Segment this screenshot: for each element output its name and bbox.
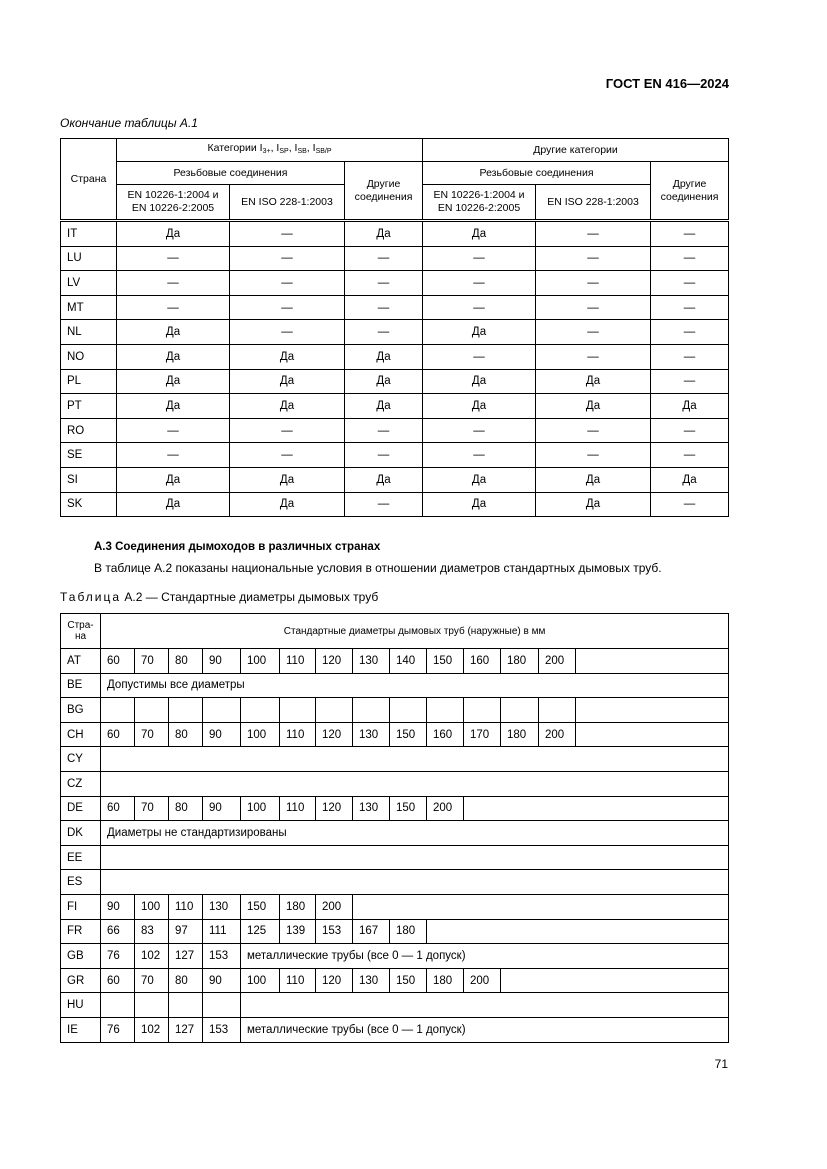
diameter-cell: 80	[169, 722, 203, 747]
country-cell: BG	[61, 698, 101, 723]
value-cell: —	[230, 246, 345, 271]
table-row	[61, 771, 729, 796]
diameter-cell: 110	[280, 796, 316, 821]
country-cell: RO	[61, 418, 117, 443]
diameter-cell	[203, 993, 241, 1018]
tail-note-cell: металлические трубы (все 0 — 1 допуск)	[241, 1017, 729, 1042]
diameter-cell: 90	[203, 722, 241, 747]
table-row	[61, 845, 729, 870]
diameter-cell: 130	[353, 722, 390, 747]
diameter-cell: 70	[135, 722, 169, 747]
value-cell: Да	[117, 467, 230, 492]
country-cell: FI	[61, 894, 101, 919]
std-en-header-2: EN 10226-1:2004 и EN 10226-2:2005	[423, 185, 536, 221]
diameter-cell: 127	[169, 1017, 203, 1042]
value-cell: Да	[117, 369, 230, 394]
country-cell: ES	[61, 870, 101, 895]
value-cell: Да	[230, 394, 345, 419]
value-cell: —	[651, 320, 729, 345]
diameter-cell: 76	[101, 944, 135, 969]
table-row	[61, 722, 729, 747]
country-cell: GR	[61, 968, 101, 993]
country-cell: DE	[61, 796, 101, 821]
value-cell: —	[651, 418, 729, 443]
value-cell: —	[117, 271, 230, 296]
diameter-cell: 110	[280, 649, 316, 674]
threaded-header-1: Резьбовые соединения	[117, 162, 345, 185]
diameter-cell: 110	[169, 894, 203, 919]
value-cell: —	[536, 320, 651, 345]
diameter-cell: 180	[280, 894, 316, 919]
diameter-cell: 70	[135, 968, 169, 993]
diameter-cell: 97	[169, 919, 203, 944]
value-cell: Да	[423, 467, 536, 492]
diameter-cell	[169, 698, 203, 723]
value-cell: Да	[423, 394, 536, 419]
value-cell: —	[230, 443, 345, 468]
diameter-cell	[353, 698, 390, 723]
empty-cell	[464, 796, 729, 821]
value-cell: Да	[230, 492, 345, 517]
table-row	[61, 369, 729, 394]
value-cell: —	[651, 246, 729, 271]
group-header-categories: Категории $I_{3+}$, $I_{SP}$, $I_{SB}$, $I_{SB/P}$	[117, 139, 423, 162]
value-cell: —	[345, 492, 423, 517]
table-row	[61, 295, 729, 320]
country-cell: DK	[61, 821, 101, 846]
diameter-cell	[101, 993, 135, 1018]
table-row	[61, 821, 729, 846]
country-cell: AT	[61, 649, 101, 674]
diameter-cell: 60	[101, 722, 135, 747]
diameter-cell: 200	[464, 968, 501, 993]
table-row	[61, 870, 729, 895]
table-row	[61, 344, 729, 369]
diameter-cell: 170	[464, 722, 501, 747]
value-cell: Да	[345, 394, 423, 419]
diameter-cell: 153	[316, 919, 353, 944]
value-cell: —	[651, 492, 729, 517]
table-row	[61, 894, 729, 919]
value-cell: —	[536, 418, 651, 443]
empty-cell	[101, 845, 729, 870]
diameter-cell	[427, 698, 464, 723]
diameter-cell: 90	[203, 649, 241, 674]
table-a2	[60, 613, 729, 1043]
value-cell: —	[423, 418, 536, 443]
diameter-cell: 200	[316, 894, 353, 919]
diameter-cell: 180	[501, 722, 539, 747]
note-cell: Диаметры не стандартизированы	[101, 821, 729, 846]
country-cell: SE	[61, 443, 117, 468]
std-iso-header-1: EN ISO 228-1:2003	[230, 185, 345, 221]
diameter-cell: 70	[135, 649, 169, 674]
value-cell: —	[345, 246, 423, 271]
country-cell: EE	[61, 845, 101, 870]
value-cell: —	[651, 443, 729, 468]
country-cell: CY	[61, 747, 101, 772]
document-code: ГОСТ EN 416—2024	[605, 76, 729, 91]
diameter-cell: 130	[353, 968, 390, 993]
value-cell: Да	[230, 369, 345, 394]
diameter-cell: 66	[101, 919, 135, 944]
diameter-cell: 100	[135, 894, 169, 919]
diameter-cell: 127	[169, 944, 203, 969]
diameter-cell: 200	[427, 796, 464, 821]
value-cell: Да	[651, 394, 729, 419]
table-row	[61, 649, 729, 674]
diameter-cell	[101, 698, 135, 723]
table-row	[61, 394, 729, 419]
diameter-cell	[241, 698, 280, 723]
value-cell: —	[423, 246, 536, 271]
country-cell: CH	[61, 722, 101, 747]
value-cell: Да	[117, 344, 230, 369]
country-cell: LU	[61, 246, 117, 271]
value-cell: —	[423, 344, 536, 369]
empty-cell	[576, 722, 729, 747]
value-cell: —	[651, 221, 729, 247]
country-cell: IE	[61, 1017, 101, 1042]
value-cell: —	[536, 443, 651, 468]
page-number: 71	[714, 1057, 728, 1071]
value-cell: —	[536, 295, 651, 320]
diameter-cell	[501, 698, 539, 723]
diameter-cell: 160	[464, 649, 501, 674]
country-cell: CZ	[61, 771, 101, 796]
country-cell: NL	[61, 320, 117, 345]
country-cell: FR	[61, 919, 101, 944]
diameter-cell: 180	[427, 968, 464, 993]
diameter-cell: 90	[203, 968, 241, 993]
value-cell: —	[345, 418, 423, 443]
table-row	[61, 246, 729, 271]
value-cell: —	[117, 443, 230, 468]
diameter-cell: 80	[169, 649, 203, 674]
diameter-cell: 120	[316, 968, 353, 993]
country-cell: GB	[61, 944, 101, 969]
table-row	[61, 747, 729, 772]
table-row	[61, 698, 729, 723]
table-row	[61, 271, 729, 296]
empty-cell	[101, 771, 729, 796]
empty-cell	[427, 919, 729, 944]
value-cell: Да	[117, 492, 230, 517]
country-cell: BE	[61, 673, 101, 698]
table-row	[61, 968, 729, 993]
tail-note-cell	[241, 993, 729, 1018]
empty-cell	[501, 968, 729, 993]
diameter-cell: 150	[241, 894, 280, 919]
table-row	[61, 796, 729, 821]
diameter-cell: 150	[390, 968, 427, 993]
diameter-cell: 180	[501, 649, 539, 674]
value-cell: Да	[345, 344, 423, 369]
country-cell: MT	[61, 295, 117, 320]
diameter-cell: 110	[280, 968, 316, 993]
diameter-cell: 102	[135, 944, 169, 969]
diameter-cell: 60	[101, 968, 135, 993]
value-cell: Да	[230, 344, 345, 369]
value-cell: —	[230, 221, 345, 247]
country-cell: LV	[61, 271, 117, 296]
diameter-cell: 100	[241, 968, 280, 993]
table-row	[61, 221, 729, 247]
value-cell: —	[230, 295, 345, 320]
value-cell: Да	[423, 221, 536, 247]
diameter-cell: 110	[280, 722, 316, 747]
value-cell: —	[117, 246, 230, 271]
diameter-cell	[280, 698, 316, 723]
empty-cell	[101, 747, 729, 772]
diameter-cell: 153	[203, 944, 241, 969]
diameter-cell	[169, 993, 203, 1018]
value-cell: —	[651, 344, 729, 369]
value-cell: —	[345, 320, 423, 345]
empty-cell	[576, 698, 729, 723]
value-cell: —	[536, 246, 651, 271]
table-row	[61, 418, 729, 443]
value-cell: —	[423, 295, 536, 320]
diameter-cell: 180	[390, 919, 427, 944]
section-heading: А.3 Соединения дымоходов в различных странах	[94, 541, 381, 553]
section-paragraph: В таблице А.2 показаны национальные условия в отношении диаметров стандартных дымовых труб.	[94, 561, 662, 575]
group-header-other: Другие категории	[423, 139, 729, 162]
diameter-cell: 153	[203, 1017, 241, 1042]
diameter-cell: 70	[135, 796, 169, 821]
value-cell: —	[536, 221, 651, 247]
value-cell: —	[345, 295, 423, 320]
diameter-cell	[135, 993, 169, 1018]
diameter-cell: 200	[539, 649, 576, 674]
table-row	[61, 919, 729, 944]
diameter-cell: 200	[539, 722, 576, 747]
diameter-cell: 100	[241, 649, 280, 674]
diameter-cell: 80	[169, 968, 203, 993]
value-cell: Да	[423, 369, 536, 394]
value-cell: Да	[536, 467, 651, 492]
col-country-header-a2: Стра- на	[61, 614, 101, 649]
diameter-cell: 80	[169, 796, 203, 821]
tail-note-cell: металлические трубы (все 0 — 1 допуск)	[241, 944, 729, 969]
value-cell: Да	[345, 221, 423, 247]
value-cell: Да	[230, 467, 345, 492]
table-row	[61, 467, 729, 492]
value-cell: —	[230, 271, 345, 296]
value-cell: Да	[536, 492, 651, 517]
value-cell: Да	[423, 492, 536, 517]
diameter-cell: 83	[135, 919, 169, 944]
diameter-cell: 90	[203, 796, 241, 821]
value-cell: —	[651, 271, 729, 296]
std-iso-header-2: EN ISO 228-1:2003	[536, 185, 651, 221]
diameter-cell: 60	[101, 796, 135, 821]
empty-cell	[576, 649, 729, 674]
country-cell: NO	[61, 344, 117, 369]
value-cell: —	[345, 443, 423, 468]
country-cell: SK	[61, 492, 117, 517]
table-row	[61, 993, 729, 1018]
diameter-cell	[316, 698, 353, 723]
value-cell: —	[117, 418, 230, 443]
value-cell: —	[651, 295, 729, 320]
diameter-cell: 100	[241, 722, 280, 747]
value-cell: Да	[345, 369, 423, 394]
diameter-cell: 100	[241, 796, 280, 821]
diameter-cell: 150	[390, 796, 427, 821]
diameter-cell: 140	[390, 649, 427, 674]
diameter-cell: 120	[316, 722, 353, 747]
diameter-cell: 60	[101, 649, 135, 674]
value-cell: —	[423, 271, 536, 296]
country-cell: PL	[61, 369, 117, 394]
diameter-cell: 120	[316, 649, 353, 674]
table-a1-caption: Окончание таблицы А.1	[60, 116, 198, 130]
table-row	[61, 443, 729, 468]
value-cell: —	[423, 443, 536, 468]
country-cell: PT	[61, 394, 117, 419]
value-cell: Да	[536, 394, 651, 419]
diameter-cell: 150	[390, 722, 427, 747]
other-connections-header-1: Другие соединения	[345, 162, 423, 221]
table-row	[61, 673, 729, 698]
value-cell: —	[117, 295, 230, 320]
diameter-cell: 130	[203, 894, 241, 919]
col-values-header: Стандартные диаметры дымовых труб (наружные) в мм	[101, 614, 729, 649]
value-cell: —	[651, 369, 729, 394]
diameter-cell: 102	[135, 1017, 169, 1042]
country-cell: IT	[61, 221, 117, 247]
country-cell: HU	[61, 993, 101, 1018]
threaded-header-2: Резьбовые соединения	[423, 162, 651, 185]
value-cell: —	[230, 320, 345, 345]
value-cell: Да	[117, 394, 230, 419]
value-cell: Да	[117, 320, 230, 345]
diameter-cell: 90	[101, 894, 135, 919]
diameter-cell: 150	[427, 649, 464, 674]
std-en-header-1: EN 10226-1:2004 и EN 10226-2:2005	[117, 185, 230, 221]
value-cell: —	[536, 271, 651, 296]
diameter-cell: 76	[101, 1017, 135, 1042]
empty-cell	[101, 870, 729, 895]
diameter-cell	[203, 698, 241, 723]
diameter-cell	[464, 698, 501, 723]
diameter-cell: 120	[316, 796, 353, 821]
country-cell: SI	[61, 467, 117, 492]
empty-cell	[353, 894, 729, 919]
table-row	[61, 320, 729, 345]
value-cell: —	[536, 344, 651, 369]
diameter-cell: 167	[353, 919, 390, 944]
diameter-cell: 111	[203, 919, 241, 944]
table-a2-caption: Таблица А.2 — Стандартные диаметры дымовых труб	[60, 590, 379, 604]
value-cell: —	[345, 271, 423, 296]
diameter-cell: 139	[280, 919, 316, 944]
diameter-cell	[390, 698, 427, 723]
diameter-cell: 130	[353, 649, 390, 674]
value-cell: Да	[117, 221, 230, 247]
value-cell: Да	[423, 320, 536, 345]
table-a1	[60, 138, 729, 517]
diameter-cell: 125	[241, 919, 280, 944]
diameter-cell	[135, 698, 169, 723]
diameter-cell	[539, 698, 576, 723]
table-row	[61, 944, 729, 969]
value-cell: Да	[651, 467, 729, 492]
table-row	[61, 492, 729, 517]
value-cell: —	[230, 418, 345, 443]
value-cell: Да	[536, 369, 651, 394]
table-row	[61, 1017, 729, 1042]
note-cell: Допустимы все диаметры	[101, 673, 729, 698]
diameter-cell: 160	[427, 722, 464, 747]
diameter-cell: 130	[353, 796, 390, 821]
other-connections-header-2: Другие соединения	[651, 162, 729, 221]
col-country-header: Страна	[61, 139, 117, 221]
value-cell: Да	[345, 467, 423, 492]
